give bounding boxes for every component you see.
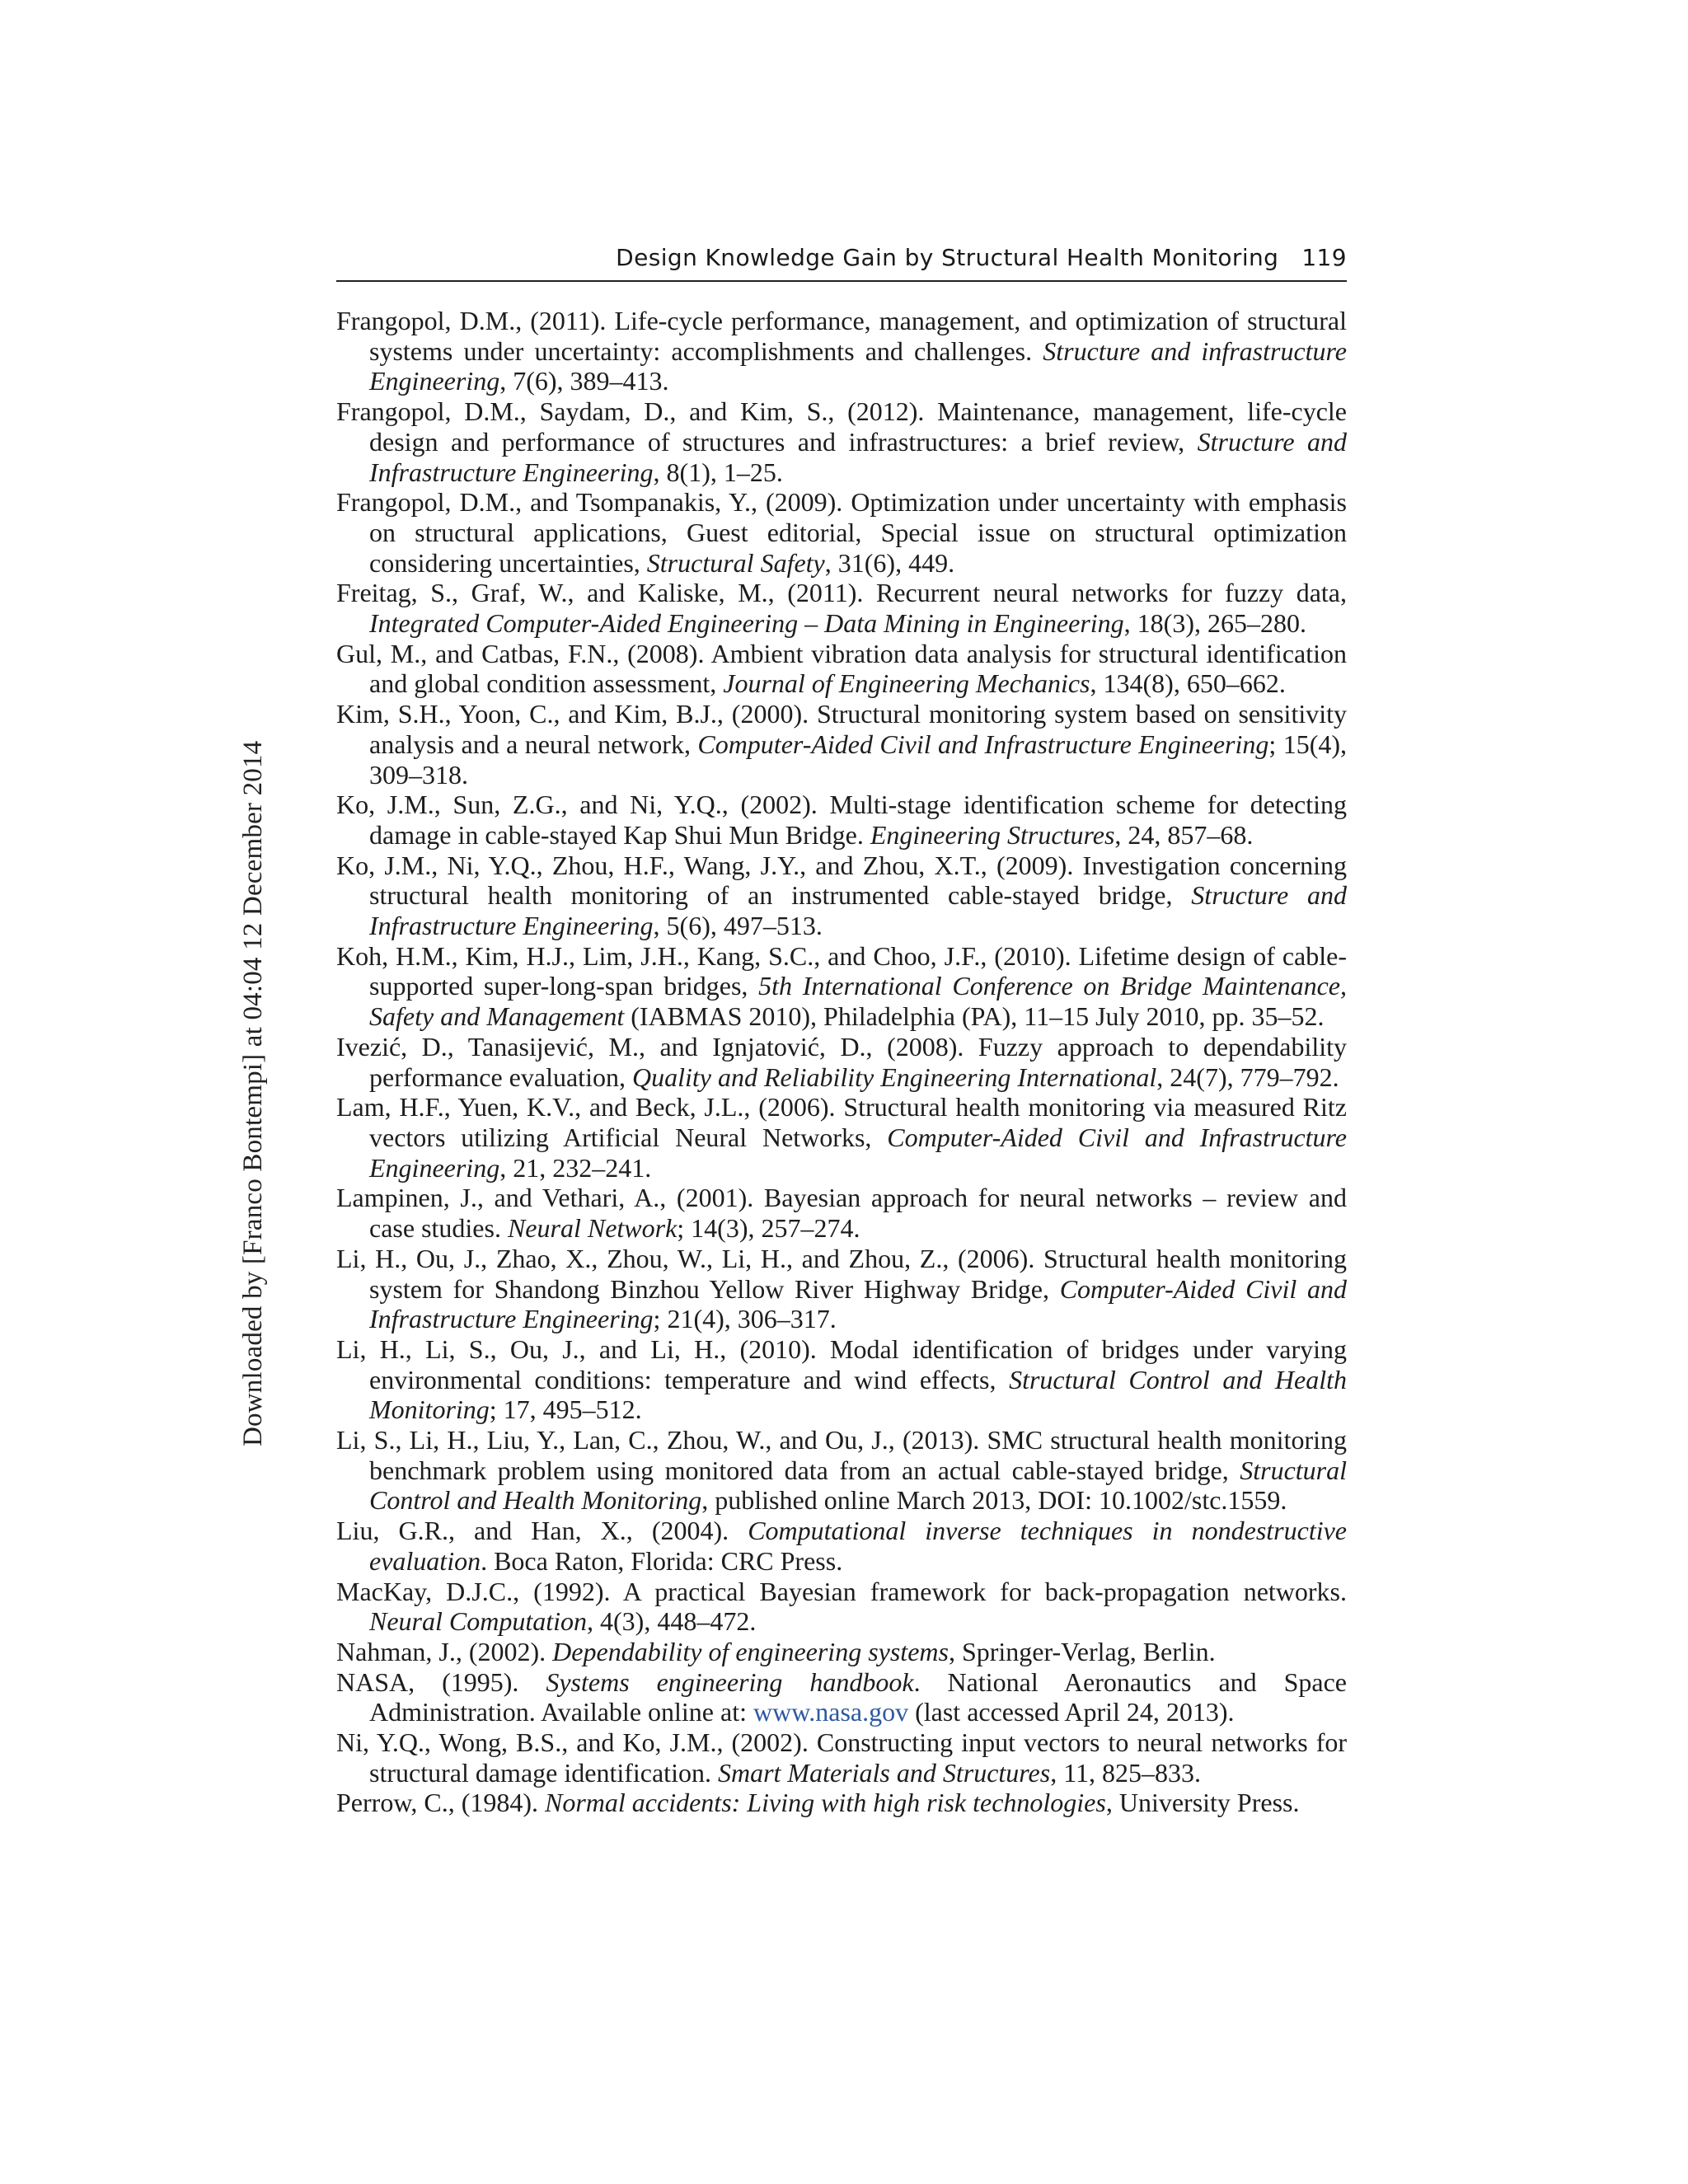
- running-title: Design Knowledge Gain by Structural Health Monitoring: [616, 244, 1279, 271]
- reference-entry: [336, 306, 1347, 396]
- reference-text: Ko, J.M., Sun, Z.G., and Ni, Y.Q., (2002). Multi-stage identification scheme for detecting damage in cable-stayed Kap Shui Mun Bridge.: [336, 790, 1347, 850]
- header-rule: [336, 280, 1347, 282]
- reference-entry: [336, 1244, 1347, 1334]
- reference-entry: [336, 1637, 1347, 1667]
- reference-source: Structure and Infrastructure Engineering: [369, 426, 1348, 487]
- reference-source: Structure and Infrastructure Engineering: [369, 880, 1348, 941]
- reference-details: , 5(6), 497–513.: [653, 911, 823, 941]
- reference-source: Dependability of engineering systems: [552, 1636, 949, 1666]
- reference-details: , 21, 232–241.: [499, 1152, 652, 1183]
- reference-source: Structural Control and Health Monitoring: [369, 1455, 1347, 1516]
- reference-details: , 24(7), 779–792.: [1156, 1062, 1339, 1092]
- reference-source: Journal of Engineering Mechanics: [723, 668, 1090, 699]
- reference-entry: [336, 1577, 1347, 1637]
- reference-details: ; 14(3), 257–274.: [677, 1213, 860, 1244]
- running-head: [336, 244, 1347, 271]
- reference-entry: [336, 1667, 1347, 1727]
- reference-text: Kim, S.H., Yoon, C., and Kim, B.J., (2000). Structural monitoring system based on sensitivity analysis and a neural network,: [336, 699, 1347, 759]
- reference-source: Structural Control and Health Monitoring: [369, 1364, 1348, 1425]
- reference-entry: [336, 487, 1347, 578]
- reference-details: ; 21(4), 306–317.: [653, 1304, 837, 1334]
- reference-text: Li, H., Li, S., Ou, J., and Li, H., (2010). Modal identification of bridges under varying environmental conditions: temperature and wind effects,: [336, 1333, 1347, 1394]
- reference-source: Computer-Aided Civil and Infrastructure Engineering: [369, 1122, 1348, 1183]
- reference-source: Smart Materials and Structures: [717, 1757, 1051, 1788]
- reference-text: Frangopol, D.M., and Tsompanakis, Y., (2009). Optimization under uncertainty with emphasis on structural applications, Guest editorial, Special issue on structural optimization considering uncertainties,: [336, 487, 1347, 578]
- page-number: 119: [1301, 244, 1347, 271]
- reference-list: [336, 306, 1347, 1818]
- reference-entry: [336, 639, 1347, 699]
- reference-text: Gul, M., and Catbas, F.N., (2008). Ambient vibration data analysis for structural identification and global condition assessment,: [336, 638, 1347, 699]
- reference-details: , 24, 857–68.: [1114, 819, 1254, 850]
- reference-text: Koh, H.M., Kim, H.J., Lim, J.H., Kang, S.C., and Choo, J.F., (2010). Lifetime design of cable-supported super-long-span bridges,: [336, 940, 1347, 1001]
- reference-details: , 134(8), 650–662.: [1090, 668, 1286, 699]
- reference-entry: [336, 790, 1347, 850]
- reference-text: Freitag, S., Graf, W., and Kaliske, M., (2011). Recurrent neural networks for fuzzy data,: [336, 578, 1347, 608]
- reference-source: Structural Safety: [646, 547, 825, 578]
- reference-entry: [336, 1334, 1347, 1425]
- reference-source: Integrated Computer-Aided Engineering – Data Mining in Engineering: [369, 608, 1124, 639]
- reference-details: , 18(3), 265–280.: [1123, 608, 1306, 639]
- reference-details: , 31(6), 449.: [824, 547, 955, 578]
- reference-source: 5th International Conference on Bridge Maintenance, Safety and Management: [369, 971, 1348, 1032]
- reference-text: Nahman, J., (2002).: [336, 1636, 553, 1666]
- reference-entry: [336, 396, 1347, 487]
- reference-source: Neural Computation,: [369, 1606, 594, 1637]
- reference-details: (IABMAS 2010), Philadelphia (PA), 11–15 July 2010, pp. 35–52.: [624, 1001, 1325, 1032]
- reference-source: Structure and infrastructure Engineering: [369, 335, 1348, 396]
- reference-text: NASA, (1995).: [336, 1666, 546, 1697]
- reference-text: Li, S., Li, H., Liu, Y., Lan, C., Zhou, W., and Ou, J., (2013). SMC structural health monitoring benchmark problem using monitored data from an actual cable-stayed bridge,: [336, 1425, 1347, 1485]
- reference-access-note: (last accessed April 24, 2013).: [908, 1697, 1235, 1727]
- reference-text: Perrow, C., (1984).: [336, 1788, 545, 1818]
- reference-details: ; 15(4), 309–318.: [369, 729, 1347, 790]
- reference-text: Lampinen, J., and Vethari, A., (2001). Bayesian approach for neural networks – review and case studies.: [336, 1183, 1347, 1244]
- reference-details: , Springer-Verlag, Berlin.: [948, 1636, 1216, 1666]
- reference-details: , University Press.: [1105, 1788, 1300, 1818]
- reference-text: Ni, Y.Q., Wong, B.S., and Ko, J.M., (2002). Constructing input vectors to neural networks for structural damage identification.: [336, 1727, 1347, 1788]
- download-watermark: Downloaded by [Franco Bontempi] at 04:04 12 December 2014: [238, 740, 268, 1446]
- reference-entry: [336, 1516, 1347, 1576]
- reference-source: Engineering Structures: [870, 819, 1115, 850]
- reference-source: Quality and Reliability Engineering International: [631, 1062, 1157, 1092]
- reference-source: Computer-Aided Civil and Infrastructure Engineering: [697, 729, 1269, 759]
- reference-details: , 8(1), 1–25.: [653, 457, 783, 487]
- reference-entry: [336, 578, 1347, 638]
- reference-entry: [336, 1425, 1347, 1516]
- reference-source: Computer-Aided Civil and Infrastructure Engineering: [369, 1273, 1348, 1334]
- reference-text: Liu, G.R., and Han, X., (2004).: [336, 1516, 748, 1546]
- reference-text: Lam, H.F., Yuen, K.V., and Beck, J.L., (2006). Structural health monitoring via measured Ritz vectors utilizing Artificial Neural Networks,: [336, 1092, 1347, 1152]
- reference-details: , 11, 825–833.: [1050, 1757, 1202, 1788]
- reference-entry: [336, 1183, 1347, 1243]
- reference-source: Neural Network: [507, 1213, 678, 1244]
- reference-details: . National Aeronautics and Space Administration. Available online at:: [369, 1666, 1347, 1727]
- reference-entry: [336, 699, 1347, 790]
- reference-text: Frangopol, D.M., Saydam, D., and Kim, S., (2012). Maintenance, management, life-cycle design and performance of structures and infrastructures: a brief review,: [336, 396, 1347, 457]
- reference-entry: [336, 1788, 1347, 1818]
- reference-link[interactable]: www.nasa.gov: [753, 1697, 909, 1727]
- reference-entry: [336, 1092, 1347, 1183]
- reference-details: ; 17, 495–512.: [489, 1394, 642, 1425]
- reference-text: MacKay, D.J.C., (1992). A practical Bayesian framework for back-propagation networks.: [336, 1576, 1347, 1606]
- reference-entry: [336, 1727, 1347, 1788]
- reference-details: 4(3), 448–472.: [593, 1606, 757, 1637]
- reference-details: , published online March 2013, DOI: 10.1002/stc.1559.: [701, 1485, 1287, 1516]
- reference-text: Li, H., Ou, J., Zhao, X., Zhou, W., Li, H., and Zhou, Z., (2006). Structural health monitoring system for Shandong Binzhou Yellow River Highway Bridge,: [336, 1243, 1347, 1304]
- reference-source: Systems engineering handbook: [546, 1666, 914, 1697]
- reference-source: Computational inverse techniques in nondestructive evaluation: [369, 1516, 1347, 1576]
- reference-text: Ko, J.M., Ni, Y.Q., Zhou, H.F., Wang, J.Y., and Zhou, X.T., (2009). Investigation concerning structural health monitoring of an instrumented cable-stayed bridge,: [336, 850, 1347, 911]
- reference-text: Frangopol, D.M., (2011). Life-cycle performance, management, and optimization of structural systems under uncertainty: accomplishments and challenges.: [336, 306, 1347, 366]
- reference-source: Normal accidents: Living with high risk technologies: [545, 1788, 1106, 1818]
- reference-entry: [336, 1032, 1347, 1092]
- reference-text: Ivezić, D., Tanasijević, M., and Ignjatović, D., (2008). Fuzzy approach to dependability performance evaluation,: [336, 1031, 1347, 1092]
- reference-entry: [336, 941, 1347, 1032]
- reference-entry: [336, 851, 1347, 941]
- reference-details: , 7(6), 389–413.: [499, 366, 669, 396]
- reference-details: . Boca Raton, Florida: CRC Press.: [481, 1545, 843, 1576]
